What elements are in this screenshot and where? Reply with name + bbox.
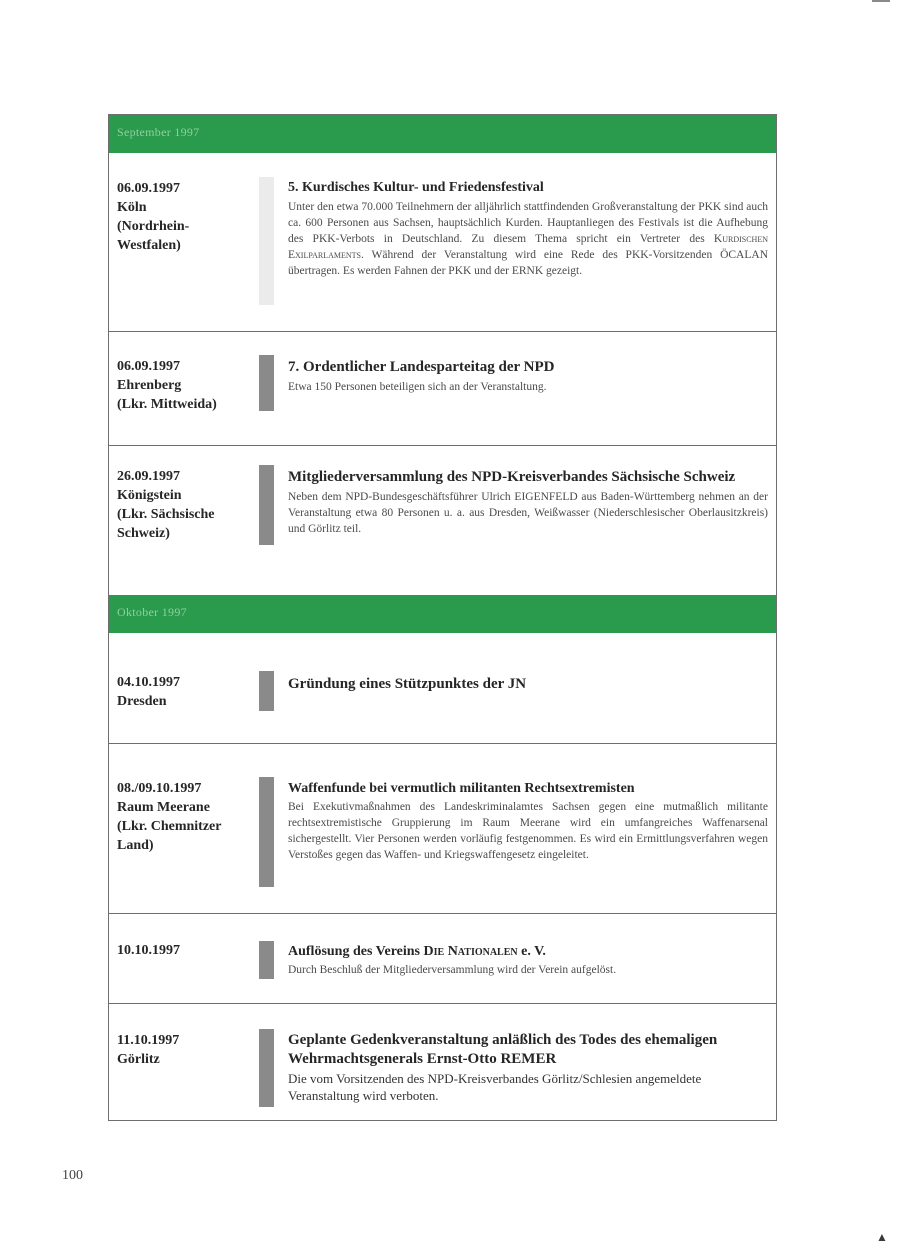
entry-date-place bbox=[117, 467, 252, 543]
scan-edge-mark bbox=[872, 0, 890, 16]
entry-date: 11.10.1997 bbox=[117, 1033, 180, 1048]
entry-place-line: Raum Meerane bbox=[117, 800, 210, 815]
entry-text-smallcaps: Kurdischen Exilparlaments bbox=[288, 233, 768, 261]
entry-place-line: Dresden bbox=[117, 694, 167, 709]
entry-place-line: Königstein bbox=[117, 488, 182, 503]
entry-title: Geplante Gedenkveranstaltung anläßlich des Todes des ehemaligen Wehrmachtsgenerals Ernst-Otto REMER bbox=[288, 1032, 718, 1067]
month-header-oktober bbox=[109, 595, 776, 633]
entry-date: 04.10.1997 bbox=[117, 675, 180, 690]
entry-title-part: e. V. bbox=[517, 944, 546, 959]
entry-text-part: Unter den etwa 70.000 Teilnehmern der alljährlich stattfindenden Großveranstaltung der PKK sind auch ca. 600 Personen aus Sachsen, hauptsächlich Kurden. Hauptanliegen des Festivals ist die Aufhebung des PKK-Verbots in Deutschland. Zu diesem Thema spricht ein Vertreter des bbox=[288, 201, 768, 245]
month-header-label: September 1997 bbox=[117, 125, 200, 139]
entry-text-part: . Während der Veranstaltung wird eine Rede des PKK-Vorsitzenden ÖCALAN übertragen. Es werden Fahnen der PKK und der ERNK gezeigt. bbox=[288, 249, 768, 277]
month-header-label: Oktober 1997 bbox=[117, 605, 187, 619]
entry-place-line: (Lkr. Mittweida) bbox=[117, 397, 217, 412]
entry-date: 06.09.1997 bbox=[117, 181, 180, 196]
entry-title: 5. Kurdisches Kultur- und Friedensfestival bbox=[288, 180, 544, 195]
chronology-table bbox=[108, 114, 777, 1121]
row-divider bbox=[109, 331, 776, 332]
entry-date: 06.09.1997 bbox=[117, 359, 180, 374]
entry-date: 08./09.10.1997 bbox=[117, 781, 202, 796]
page-number: 100 bbox=[62, 1168, 83, 1183]
row-divider bbox=[109, 1003, 776, 1004]
row-divider bbox=[109, 913, 776, 914]
entry-place-line: (Nordrhein- bbox=[117, 219, 190, 234]
entry-place-line: Westfalen) bbox=[117, 238, 181, 253]
corner-arrow-icon: ▲ bbox=[876, 1230, 888, 1244]
entry-place-line: Görlitz bbox=[117, 1052, 160, 1067]
entry-text bbox=[288, 199, 768, 279]
entry-text: Etwa 150 Personen beteiligen sich an der Veranstaltung. bbox=[288, 381, 547, 393]
entry-place-line: Ehrenberg bbox=[117, 378, 182, 393]
entry-date-place bbox=[117, 941, 252, 960]
entry-title: Waffenfunde bei vermutlich militanten Rechtsextremisten bbox=[288, 781, 635, 796]
entry-place-line: Köln bbox=[117, 200, 147, 215]
entry-marker-bar bbox=[259, 1029, 274, 1107]
entry-date-place bbox=[117, 357, 252, 414]
entry-title-part: Auflösung des Vereins bbox=[288, 944, 424, 959]
entry-place-line: Schweiz) bbox=[117, 526, 170, 541]
entry-title-smallcaps: Die Nationalen bbox=[423, 944, 518, 959]
entry-title: Gründung eines Stützpunktes der JN bbox=[288, 676, 527, 692]
entry-place-line: (Lkr. Sächsische bbox=[117, 507, 215, 522]
entry-title: 7. Ordentlicher Landesparteitag der NPD bbox=[288, 359, 555, 375]
entry-title: Mitgliederversammlung des NPD-Kreisverbandes Sächsische Schweiz bbox=[288, 469, 736, 485]
month-header-september bbox=[109, 115, 776, 153]
entry-place-line: Land) bbox=[117, 838, 154, 853]
entry-date: 26.09.1997 bbox=[117, 469, 180, 484]
entry-marker-bar bbox=[259, 777, 274, 887]
entry-date-place bbox=[117, 779, 252, 855]
entry-marker-bar bbox=[259, 177, 274, 305]
entry-date: 10.10.1997 bbox=[117, 943, 180, 958]
entry-place-line: (Lkr. Chemnitzer bbox=[117, 819, 222, 834]
entry-text: Die vom Vorsitzenden des NPD-Kreisverbandes Görlitz/Schlesien angemeldete Veranstaltung wird verboten. bbox=[288, 1071, 702, 1103]
entry-date-place bbox=[117, 1031, 252, 1069]
entry-date-place bbox=[117, 673, 252, 711]
row-divider bbox=[109, 445, 776, 446]
entry-text: Bei Exekutivmaßnahmen des Landeskriminalamtes Sachsen gegen eine mutmaßlich militante rechtsextremistische Gruppierung im Raum Meerane wird ein umfangreiches Waffenarsenal sichergestellt. Vier Personen werden vorläufig festgenommen. Es wird ein Ermittlungsverfahren wegen Verstoßes gegen das Waffen- und Kriegswaffengesetz eingeleitet. bbox=[288, 801, 768, 861]
entry-marker-bar bbox=[259, 465, 274, 545]
entry-title bbox=[288, 943, 768, 961]
entry-marker-bar bbox=[259, 355, 274, 411]
entry-text: Durch Beschluß der Mitgliederversammlung wird der Verein aufgelöst. bbox=[288, 964, 617, 976]
entry-marker-bar bbox=[259, 671, 274, 711]
row-divider bbox=[109, 743, 776, 744]
entry-text: Neben dem NPD-Bundesgeschäftsführer Ulrich EIGENFELD aus Baden-Württemberg nehmen an der Veranstaltung etwa 80 Personen u. a. aus Dresden, Weißwasser (Niederschlesischer Oberlausitzkreis) und Görlitz teil. bbox=[288, 491, 768, 535]
entry-marker-bar bbox=[259, 941, 274, 979]
entry-date-place bbox=[117, 179, 252, 255]
